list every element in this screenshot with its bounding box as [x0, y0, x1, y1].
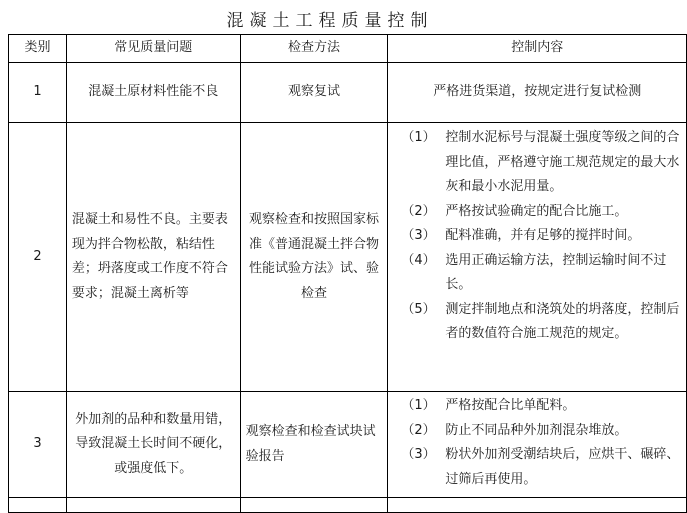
empty-cell [240, 498, 388, 513]
measure-number: （1） [401, 130, 436, 145]
table-row-partial [9, 498, 687, 513]
measure-number: （4） [401, 252, 436, 268]
row-problem: 混凝土原材料性能不良 [66, 63, 240, 123]
table-row [9, 392, 687, 498]
measure-item [393, 224, 681, 249]
table-header-row [9, 35, 687, 63]
header-problem: 常见质量问题 [66, 35, 240, 63]
measure-text: 严格按配合比单配料。 [445, 398, 576, 413]
table-row [9, 63, 687, 123]
measure-text: 控制水泥标号与混凝土强度等级之间的合理比值，严格遵守施工规范规定的最大水灰和最小水泥用量。 [445, 130, 680, 194]
row-control [388, 63, 687, 123]
empty-cell [66, 498, 240, 513]
measure-item [393, 394, 681, 419]
row-category: 3 [9, 392, 67, 498]
measure-item [393, 200, 681, 225]
document-title: 混凝土工程质量控制 [226, 11, 434, 31]
measure-text: 测定拌制地点和浇筑处的坍落度，控制后者的数值符合施工规范的规定。 [445, 301, 680, 341]
row-control [388, 123, 687, 392]
measure-number: （3） [401, 447, 436, 462]
measure-item [393, 249, 681, 298]
measure-item [393, 298, 681, 347]
measure-text: 配料准确，并有足够的搅拌时间。 [445, 228, 641, 243]
measure-text: 选用正确运输方法，控制运输时间不过长。 [445, 252, 667, 292]
row-method: 观察检查和按照国家标准《普通混凝土拌合物性能试验方法》试、验检查 [240, 123, 388, 392]
row-category: 1 [9, 63, 67, 123]
measure-text: 防止不同品种外加剂混杂堆放。 [445, 422, 628, 438]
empty-cell [388, 498, 687, 513]
header-category: 类别 [9, 35, 67, 63]
row-control [388, 392, 687, 498]
row-category: 2 [9, 123, 67, 392]
row-problem: 混凝土和易性不良。主要表现为拌合物松散，粘结性差；坍落度或工作度不符合要求；混凝土离析等 [66, 123, 240, 392]
header-method: 检查方法 [240, 35, 388, 63]
measure-item [393, 419, 681, 444]
row-problem: 外加剂的品种和数量用错，导致混凝土长时间不硬化，或强度低下。 [66, 392, 240, 498]
measure-text: 严格按试验确定的配合比施工。 [445, 203, 628, 219]
measure-number: （2） [401, 422, 436, 438]
measure-number: （1） [401, 398, 436, 413]
measure-item [393, 126, 681, 200]
table-row [9, 123, 687, 392]
measure-number: （2） [401, 203, 436, 219]
measure-number: （5） [401, 301, 436, 317]
quality-control-table [8, 34, 687, 513]
row-method: 观察检查和检查试块试验报告 [240, 392, 388, 498]
row-method: 观察复试 [240, 63, 388, 123]
measure-text: 粉状外加剂受潮结块后，应烘干、碾碎、过筛后再使用。 [445, 447, 680, 487]
header-control: 控制内容 [388, 35, 687, 63]
measure-text: 严格进货渠道，按规定进行复试检测 [433, 84, 642, 100]
empty-cell [9, 498, 67, 513]
measure-item [393, 443, 681, 492]
measure-number: （3） [401, 228, 436, 243]
